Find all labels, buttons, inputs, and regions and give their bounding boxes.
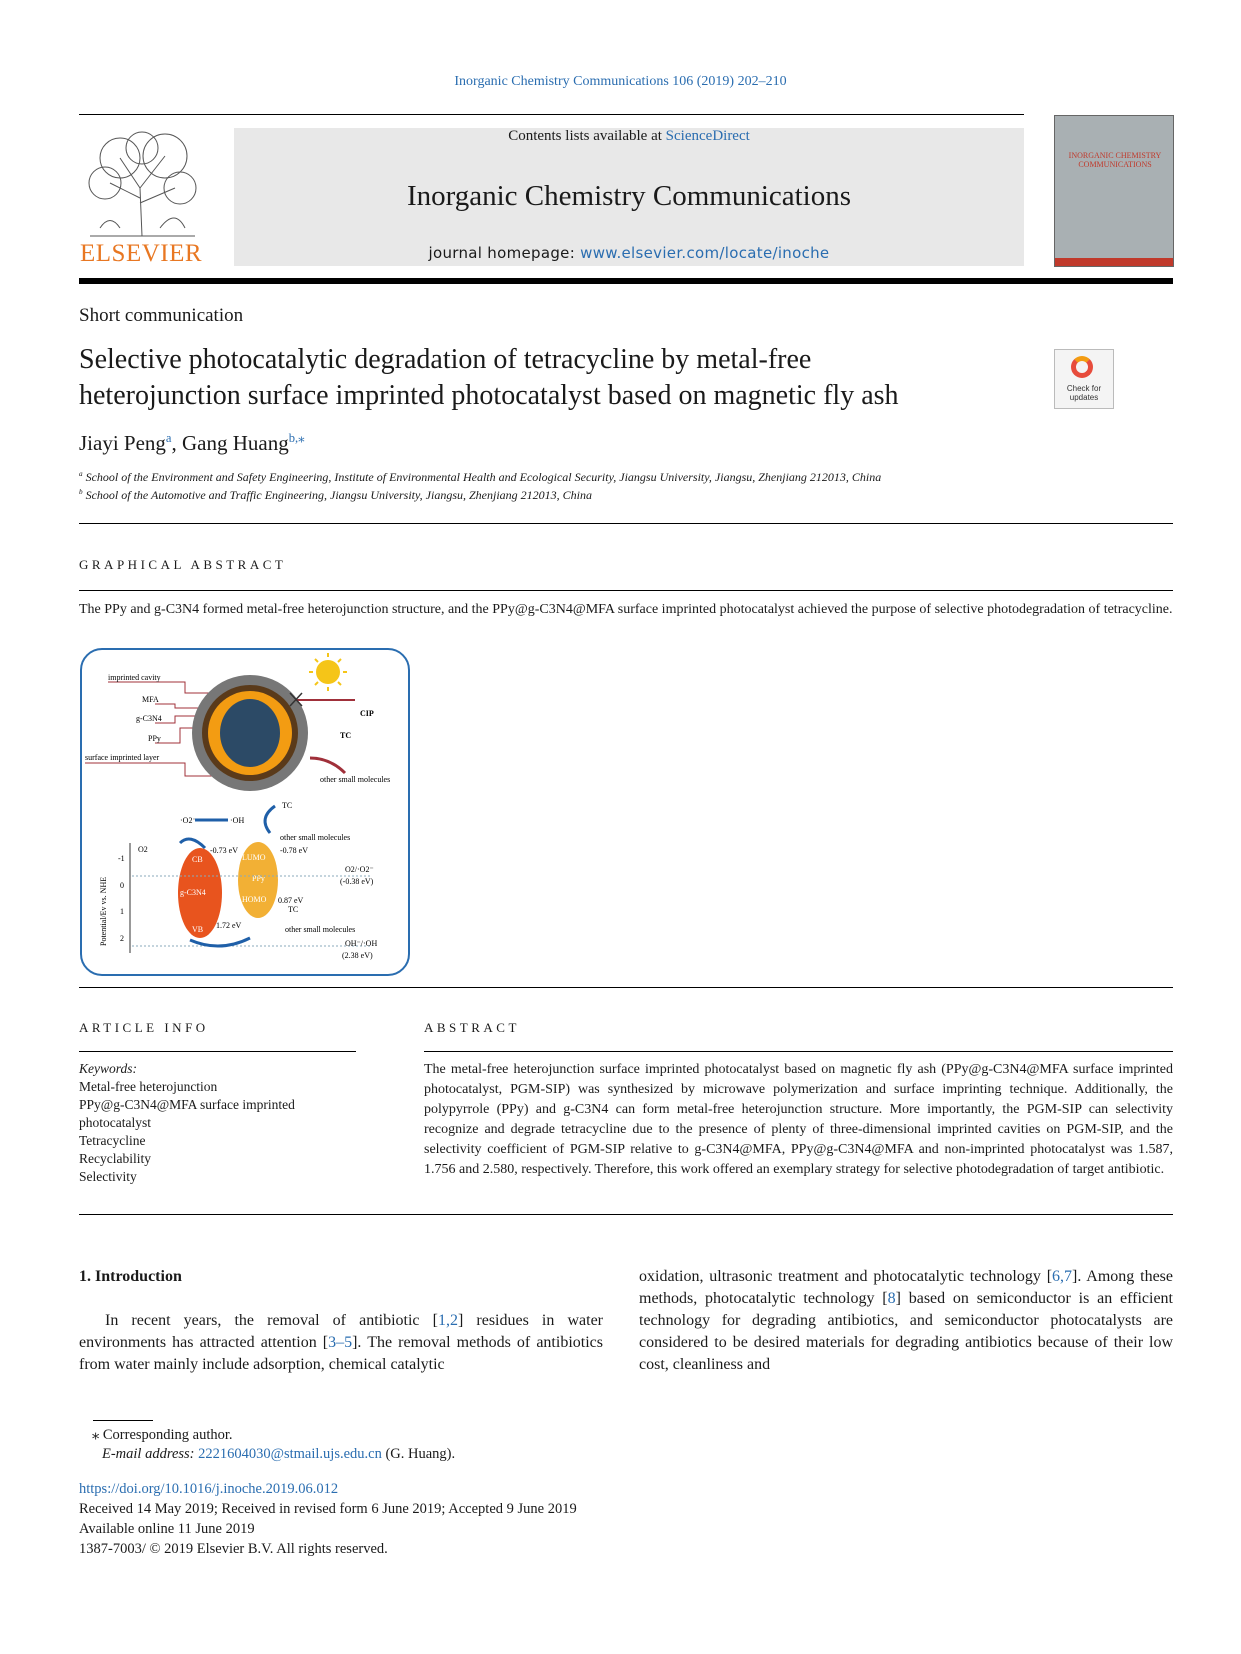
- label-other-small-mid: other small molecules: [280, 833, 351, 842]
- journal-reference[interactable]: Inorganic Chemistry Communications 106 (2019) 202–210: [454, 74, 787, 89]
- homepage-link[interactable]: www.elsevier.com/locate/inoche: [580, 244, 830, 262]
- article-type: Short communication: [79, 305, 244, 326]
- label-redox1-value: (-0.38 eV): [340, 877, 374, 886]
- keyword-6: Selectivity: [79, 1169, 137, 1184]
- homepage-prefix: journal homepage:: [428, 244, 581, 262]
- ref-6-7[interactable]: 6,7: [1052, 1268, 1073, 1285]
- label-surface-imprinted-layer: surface imprinted layer: [85, 753, 160, 762]
- abstract-text: The metal-free heterojunction surface imprinted photocatalyst based on magnetic fly ash (PPy@g-C3N4@MFA surface imprinted photocatalyst, PGM-SIP) was synthesized by microwave polymerization and surface imprinting technique. Additionally, the polypyrrole (PPy) and g-C3N4 can form metal-free heterojunction structure. More importantly, the PGM-SIP can selectivity recognize and degrade tetracycline due to the presence of plenty of three-dimensional imprinted cavities on PGM-SIP, and the selectivity coefficient of PGM-SIP relative to g-C3N4@MFA, PPy@g-C3N4@MFA and non-imprinted photocatalyst was 1.587, 1.756 and 2.580, respectively. Therefore, this work offered an exemplary strategy for selective photodegradation of target antibiotic.: [424, 1062, 1173, 1177]
- journal-title: Inorganic Chemistry Communications: [406, 180, 852, 212]
- mechanism-diagram: [80, 648, 410, 976]
- check-for-updates-badge[interactable]: [1054, 349, 1114, 409]
- author-2-affiliation-link[interactable]: b,⁎: [288, 431, 305, 445]
- graphical-abstract-rule: [79, 590, 1173, 591]
- keyword-5: Recyclability: [79, 1151, 151, 1166]
- cover-title: INORGANIC CHEMISTRY COMMUNICATIONS: [1068, 151, 1162, 169]
- label-cip: CIP: [360, 709, 374, 718]
- check-updates-icon: [1071, 356, 1093, 378]
- title-line-2: heterojunction surface imprinted photocatalyst based on magnetic fly ash: [79, 380, 899, 411]
- label-redox2: OH⁻/·OH: [345, 939, 378, 948]
- author-1: Jiayi Peng: [79, 431, 166, 455]
- label-lumo: LUMO: [242, 853, 266, 862]
- corresponding-star: ⁎: [298, 431, 305, 445]
- keyword-3: photocatalyst: [79, 1115, 151, 1130]
- received-dates: Received 14 May 2019; Received in revised form 6 June 2019; Accepted 9 June 2019: [79, 1501, 577, 1517]
- label-e-vb: 1.72 eV: [216, 921, 242, 930]
- label-mfa: MFA: [142, 695, 159, 704]
- email-line: E-mail address: 2221604030@stmail.ujs.edu.cn (G. Huang).: [102, 1446, 456, 1462]
- contents-prefix: Contents lists available at: [508, 128, 666, 144]
- author-1-affiliation-link[interactable]: a: [165, 431, 172, 445]
- affiliation-rule: [79, 523, 1173, 524]
- elsevier-wordmark: ELSEVIER: [80, 240, 203, 267]
- tick-0: 0: [120, 881, 124, 890]
- copyright: 1387-7003/ © 2019 Elsevier B.V. All rights reserved.: [79, 1541, 388, 1557]
- label-other-small-low: other small molecules: [285, 925, 356, 934]
- header-top-rule: [79, 114, 1024, 115]
- label-e-lumo: -0.78 eV: [280, 846, 308, 855]
- tick-1: 1: [120, 907, 124, 916]
- intro-heading: 1. Introduction: [79, 1268, 182, 1285]
- label-oh-radical: ·OH: [230, 816, 245, 825]
- journal-cover-thumbnail[interactable]: [1054, 115, 1174, 267]
- doi-link[interactable]: https://doi.org/10.1016/j.inoche.2019.06.012: [79, 1481, 339, 1497]
- graphical-abstract-bottom-rule: [79, 987, 1173, 988]
- label-other-small-top: other small molecules: [320, 775, 391, 784]
- abstract-bottom-rule: [79, 1214, 1173, 1215]
- particle-mfa-core: [220, 699, 280, 767]
- label-redox1: O2/·O2⁻: [345, 865, 374, 874]
- cover-red-band: [1055, 258, 1173, 266]
- label-e-cb: -0.73 eV: [210, 846, 238, 855]
- graphical-abstract-text: The PPy and g-C3N4 formed metal-free heterojunction structure, and the PPy@g-C3N4@MFA surface imprinted photocatalyst achieved the purpose of selective photodegradation of tetracycline.: [79, 602, 1173, 617]
- ref-8[interactable]: 8: [887, 1290, 896, 1307]
- email-link[interactable]: 2221604030@stmail.ujs.edu.cn: [198, 1446, 382, 1462]
- label-tc-mid: TC: [282, 801, 293, 810]
- vb-transfer-arrow: [190, 938, 250, 946]
- article-info-heading: ARTICLE INFO: [79, 1020, 209, 1035]
- title-line-1: Selective photocatalytic degradation of tetracycline by metal-free: [79, 344, 812, 375]
- tick-minus1: -1: [118, 854, 125, 863]
- tick-2: 2: [120, 934, 124, 943]
- label-vb: VB: [192, 925, 204, 934]
- abstract-heading: ABSTRACT: [424, 1020, 520, 1035]
- label-tc-top: TC: [340, 731, 352, 740]
- label-o2-radical: ·O2⁻: [180, 816, 197, 825]
- abstract-rule: [424, 1051, 1173, 1052]
- article-title: [79, 342, 1039, 414]
- y-axis-title: Potential/Ev vs. NHE: [99, 876, 108, 946]
- affiliation-a: $^a$ School of the Environment and Safety Engineering, Institute of Environmental Health and Ecological Security, Jiangsu University, Jiangsu, Zhenjiang 212013, China: [79, 470, 882, 484]
- keyword-2: PPy@g-C3N4@MFA surface imprinted: [79, 1097, 295, 1112]
- footnote-rule: [93, 1420, 153, 1421]
- elsevier-tree-logo: [80, 128, 205, 238]
- keyword-1: Metal-free heterojunction: [79, 1079, 218, 1094]
- intro-col2: oxidation, ultrasonic treatment and photocatalytic technology [6,7]. Among these methods, photocatalytic technology [8] based on semiconductor is an efficient technology for degrading antibiotics, and semiconductor photocatalysts are considered to be desired materials for degrading antibiotics because of their low cost, cleanliness and: [639, 1268, 1174, 1373]
- other-molecules-arrow: [310, 758, 345, 773]
- label-gc3n4: g-C3N4: [136, 714, 162, 723]
- journal-homepage: [234, 244, 1024, 262]
- label-gc3n4-band: g-C3N4: [180, 888, 206, 897]
- intro-col1: In recent years, the removal of antibiotic [1,2] residues in water environments has attracted attention [3–5]. The removal methods of antibiotics from water mainly include adsorption, chemical catalytic: [79, 1312, 604, 1373]
- label-cb: CB: [192, 855, 203, 864]
- article-info-rule: [79, 1051, 356, 1052]
- cb-transfer-arrow: [180, 839, 205, 848]
- ref-3-5[interactable]: 3–5: [328, 1334, 353, 1351]
- corresponding-note: ⁎ Corresponding author.: [92, 1427, 233, 1443]
- keywords-label: Keywords:: [79, 1061, 137, 1076]
- sciencedirect-link[interactable]: ScienceDirect: [665, 128, 750, 144]
- tc-arrow-mid: [265, 806, 275, 833]
- header-thick-rule: [79, 278, 1173, 284]
- badge-label: Check for updates: [1066, 384, 1102, 402]
- label-ppy-band: PPy: [252, 874, 265, 883]
- author-list: Jiayi Peng$^a$, Gang Huang$^{b,⁎}$: [79, 431, 305, 455]
- label-tc-low: TC: [288, 905, 299, 914]
- label-e-homo: 0.87 eV: [278, 896, 304, 905]
- ref-1-2[interactable]: 1,2: [437, 1312, 458, 1329]
- author-2: Gang Huang: [182, 431, 289, 455]
- label-ppy: PPy: [148, 734, 161, 743]
- sun-icon: [316, 660, 340, 684]
- contents-line: [234, 128, 1024, 145]
- label-o2: O2: [138, 845, 148, 854]
- label-homo: HOMO: [242, 895, 267, 904]
- graphical-abstract-heading: GRAPHICAL ABSTRACT: [79, 557, 287, 572]
- label-redox2-value: (2.38 eV): [342, 951, 373, 960]
- affiliation-b: $^b$ School of the Automotive and Traffic Engineering, Jiangsu University, Jiangsu, Zhenjiang 212013, China: [79, 488, 593, 502]
- label-imprinted-cavity: imprinted cavity: [108, 673, 161, 682]
- keyword-4: Tetracycline: [79, 1133, 146, 1148]
- available-online: Available online 11 June 2019: [79, 1521, 255, 1537]
